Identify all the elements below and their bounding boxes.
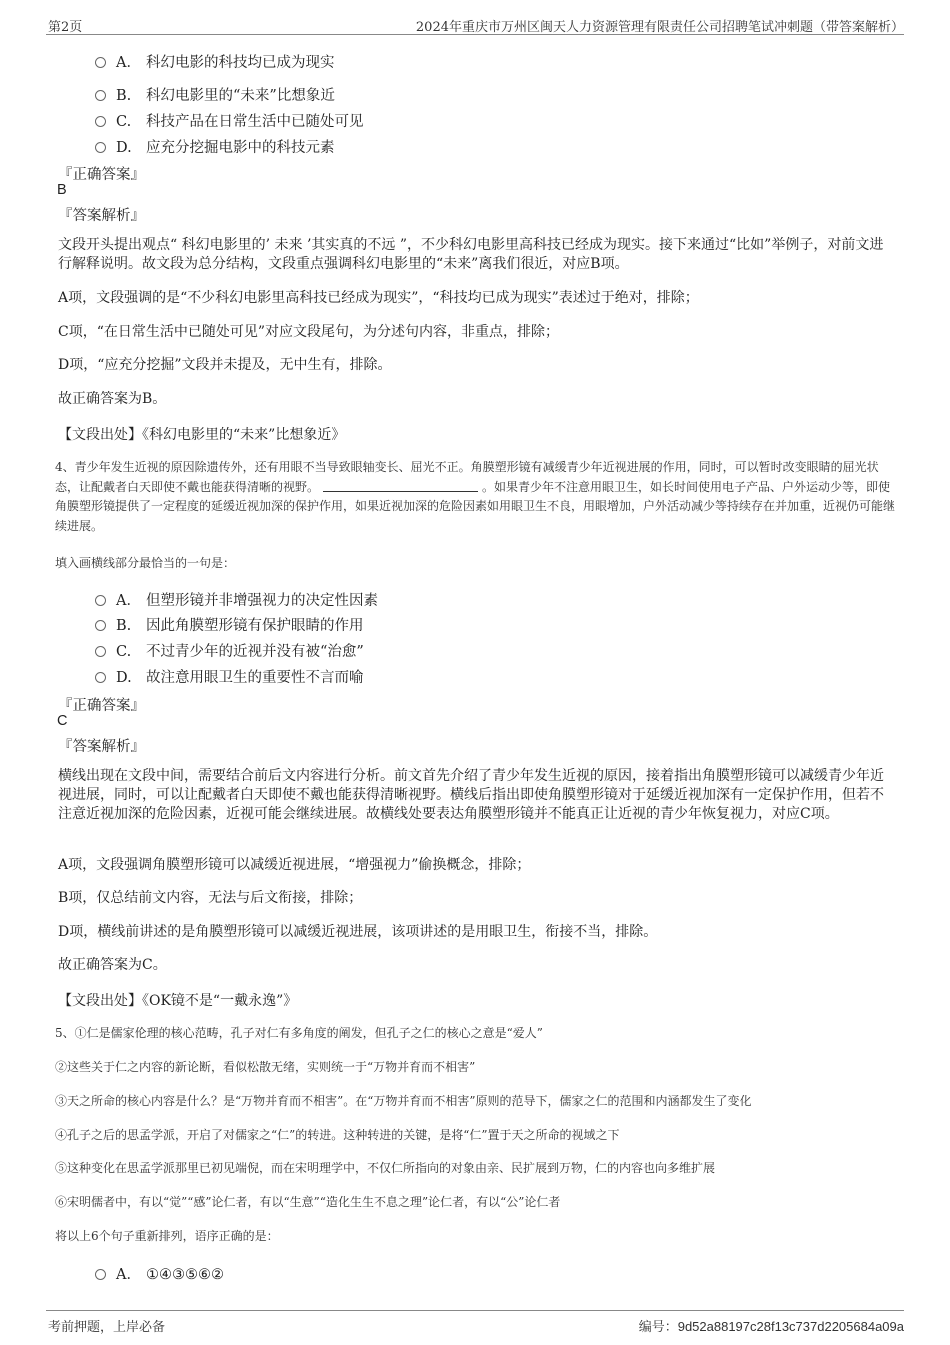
radio-icon[interactable]: [95, 672, 106, 683]
radio-icon[interactable]: [95, 57, 106, 68]
q3-analysis-paragraph: 文段开头提出观点“ 科幻电影里的’ 未来 ’其实真的不远 ”，不少科幻电影里高科技已经成为现实。接下来通过“比如”举例子，对前文进行解释说明。故文段为总分结构，文段重点强调科幻电影里的“未来”离我们很近，对应B项。: [58, 237, 884, 272]
q4-answer: C: [57, 713, 68, 729]
q5-prompt: 将以上6个句子重新排列，语序正确的是：: [55, 1229, 279, 1243]
page-number: 第2页: [48, 20, 83, 35]
radio-icon[interactable]: [95, 1269, 106, 1280]
answer-blank: [323, 479, 478, 492]
q3-source: 【文段出处】《科幻电影里的“未来”比想象近》: [58, 427, 346, 443]
q4-analysis-paragraph: 横线出现在文段中间，需要结合前后文内容进行分析。前文首先介绍了青少年发生近视的原因，接着指出角膜塑形镜可以减缓青少年近视进展，同时，可以让配戴者白天即使不戴也能获得清晰视野。横线后指出即使角膜塑形镜对于延缓近视加深有一定保护作用，但若不注意近视加深的危险因素，近视可能会继续进展。故横线处要表达角膜塑形镜并不能真正让近视的青少年恢复视力，对应C项。: [58, 768, 884, 822]
q3-analysis-paragraph: A项，文段强调的是“不少科幻电影里高科技已经成为现实”，“科技均已成为现实”表述过于绝对，排除；: [58, 290, 699, 306]
document-code: 编号：9d52a88197c28f13c737d2205684a09a: [638, 1319, 904, 1335]
q5-sentence: ④孔子之后的思孟学派，开启了对儒家之“仁”的转进。这种转进的关键，是将“仁”置于天之所命的视域之下: [55, 1128, 620, 1142]
q5-option-a[interactable]: A． ①④③⑤⑥②: [95, 1263, 224, 1284]
q3-option-b[interactable]: B. 科幻电影里的“未来”比想象近: [95, 84, 335, 105]
q4-analysis-label: 『答案解析』: [58, 739, 145, 755]
q5-sentence: ②这些关于仁之内容的新论断，看似松散无绪，实则统一于“万物并育而不相害”: [55, 1060, 476, 1074]
q4-analysis-paragraph: D项，横线前讲述的是角膜塑形镜可以减缓近视进展，该项讲述的是用眼卫生，衔接不当，排除。: [58, 924, 658, 940]
document-title: 2024年重庆市万州区闽天人力资源管理有限责任公司招聘笔试冲刺题（带答案解析）: [415, 20, 904, 35]
radio-icon[interactable]: [95, 142, 106, 153]
radio-icon[interactable]: [95, 595, 106, 606]
radio-icon[interactable]: [95, 90, 106, 101]
q4-option-d[interactable]: D. 故注意用眼卫生的重要性不言而喻: [95, 666, 364, 687]
q4-source: 【文段出处】《OK镜不是“一戴永逸”》: [58, 993, 298, 1009]
q5-sentence: ⑤这种变化在思孟学派那里已初见端倪，而在宋明理学中，不仅仁所指向的对象由亲、民扩展到万物，仁的内容也向多维扩展: [55, 1161, 716, 1175]
q3-option-c[interactable]: C. 科技产品在日常生活中已随处可见: [95, 110, 364, 131]
q3-analysis-paragraph: C项，“在日常生活中已随处可见”对应文段尾句，为分述句内容，非重点，排除；: [58, 324, 560, 340]
q3-option-d[interactable]: D. 应充分挖掘电影中的科技元素: [95, 136, 335, 157]
radio-icon[interactable]: [95, 646, 106, 657]
page-footer: [46, 1310, 904, 1337]
page-header: [46, 14, 904, 35]
q5-sentence: ③天之所命的核心内容是什么？是“万物并育而不相害”。在“万物并育而不相害”原则的范导下，儒家之仁的范围和内涵都发生了变化: [55, 1094, 752, 1108]
q3-analysis-conclusion: 故正确答案为B。: [58, 391, 167, 407]
q4-option-c[interactable]: C. 不过青少年的近视并没有被“治愈”: [95, 640, 364, 661]
q3-answer-label: 『正确答案』: [58, 167, 145, 183]
q5-sentence: ⑥宋明儒者中，有以“觉”“感”论仁者，有以“生意”“造化生生不息之理”论仁者，有以“公”论仁者: [55, 1195, 561, 1209]
q4-stem: 4、青少年发生近视的原因除遗传外，还有用眼不当导致眼轴变长、屈光不正。角膜塑形镜有减缓青少年近视进展的作用，同时，可以暂时改变眼睛的屈光状态，让配戴者白天即使不戴也能获得清晰的视野。 。如果青少年不注意用眼卫生，如长时间使用电子产品、户外运动少等，即使角膜塑形镜提供了一定程度的延缓近视加深的保护作用，如果近视加深的危险因素如用眼卫生不良，用眼增加，户外活动减少等持续存在并加重，近视仍可能继续进展。: [55, 460, 896, 533]
q4-option-b[interactable]: B. 因此角膜塑形镜有保护眼睛的作用: [95, 614, 364, 635]
q4-analysis-conclusion: 故正确答案为C。: [58, 957, 167, 973]
q4-option-a[interactable]: A． 但塑形镜并非增强视力的决定性因素: [95, 589, 378, 610]
q3-answer: B: [57, 182, 67, 198]
q4-prompt: 填入画横线部分最恰当的一句是：: [55, 556, 236, 570]
q3-analysis-paragraph: D项，“应充分挖掘”文段并未提及，无中生有，排除。: [58, 357, 392, 373]
radio-icon[interactable]: [95, 116, 106, 127]
q4-answer-label: 『正确答案』: [58, 698, 145, 714]
footer-slogan: 考前押题，上岸必备: [48, 1320, 166, 1335]
q4-analysis-paragraph: B项，仅总结前文内容，无法与后文衔接，排除；: [58, 890, 363, 906]
q3-option-a[interactable]: A． 科幻电影的科技均已成为现实: [95, 51, 335, 72]
radio-icon[interactable]: [95, 620, 106, 631]
q3-analysis-label: 『答案解析』: [58, 208, 145, 224]
q5-sentence: 5、①仁是儒家伦理的核心范畴，孔子对仁有多角度的阐发，但孔子之仁的核心之意是“爱人”: [55, 1026, 543, 1040]
q4-analysis-paragraph: A项，文段强调角膜塑形镜可以减缓近视进展，“增强视力”偷换概念，排除；: [58, 857, 531, 873]
